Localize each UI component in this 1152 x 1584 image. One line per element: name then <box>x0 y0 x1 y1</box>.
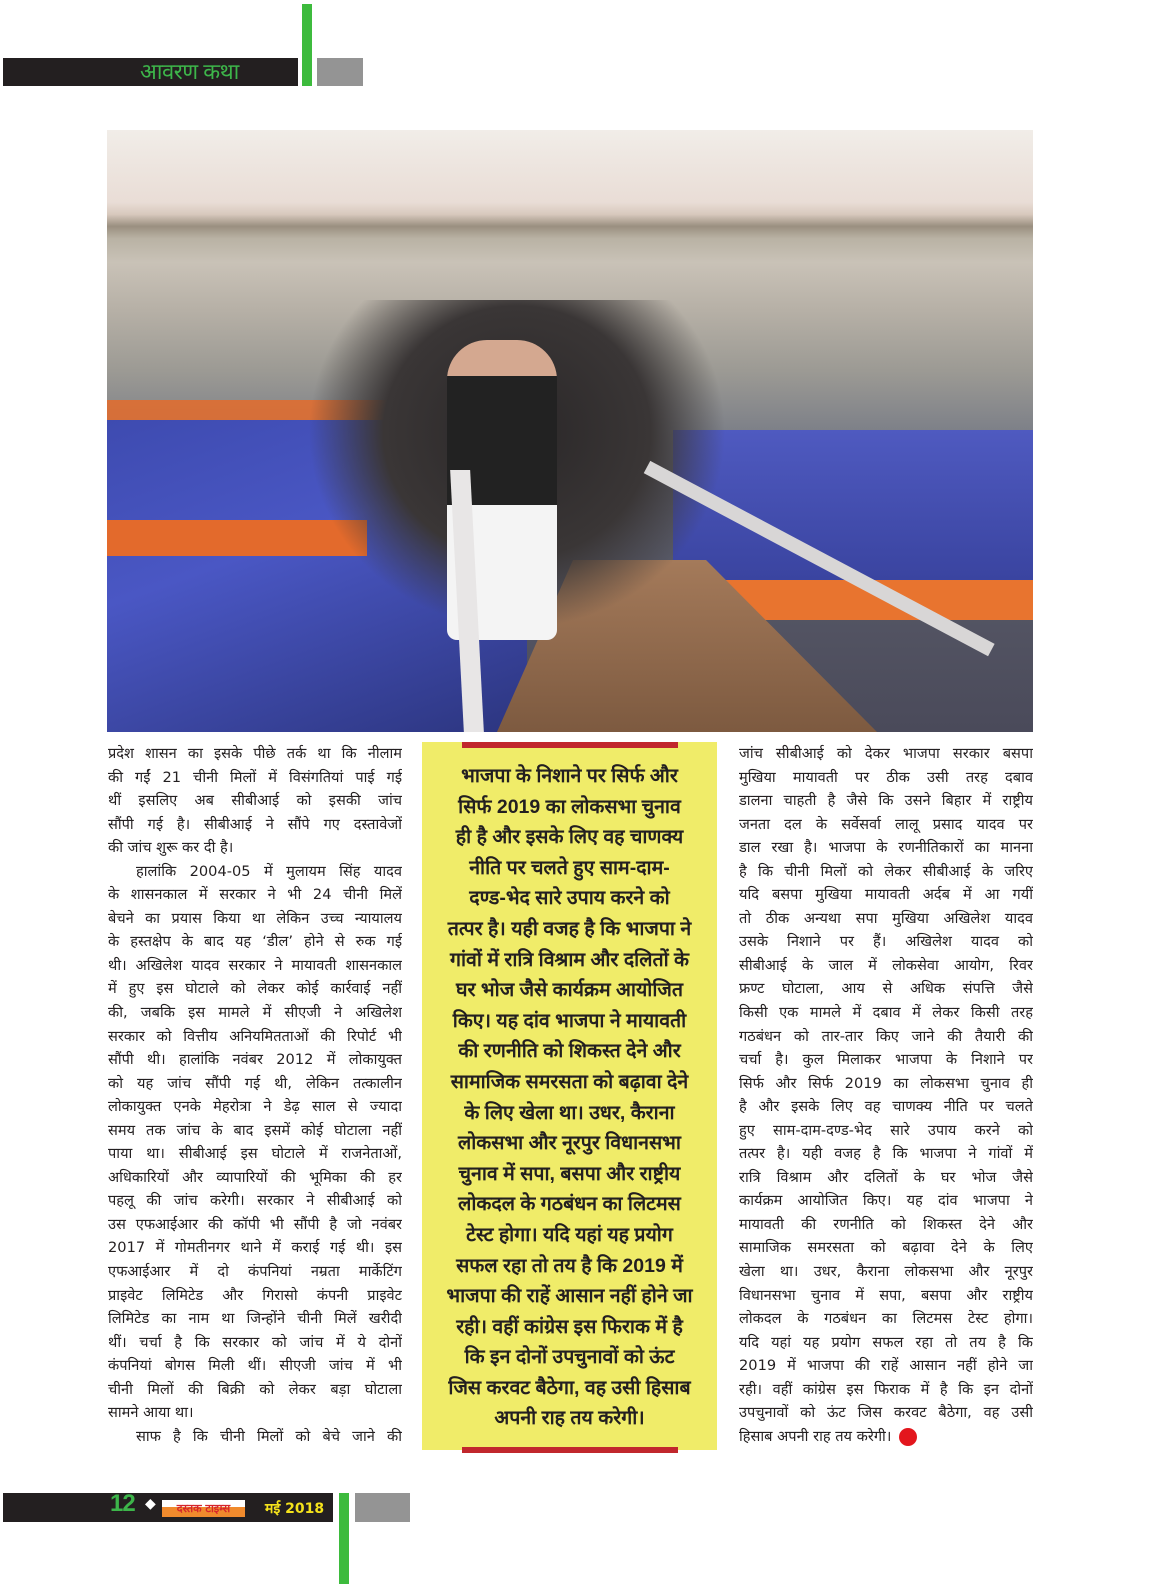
pull-quote-line: भाजपा की राहें आसान नहीं होने जा <box>446 1285 693 1308</box>
text-line-content: चीनी मिलों की बिक्री को लेकर बड़ा घोटाला <box>108 1380 402 1398</box>
text-line <box>108 742 402 766</box>
footer-gray-block <box>355 1493 410 1522</box>
pull-quote-line: ही है और इसके लिए वह चाणक्य <box>455 826 684 849</box>
text-line <box>739 907 1033 931</box>
text-line <box>108 1236 402 1260</box>
text-line <box>108 1072 402 1096</box>
text-line <box>739 930 1033 954</box>
pull-quote-line: के लिए खेला था। उधर, कैराना <box>464 1101 675 1124</box>
text-line <box>108 1119 402 1143</box>
text-line <box>108 1378 402 1402</box>
pull-quote-line: सिर्फ 2019 का लोकसभा चुनाव <box>458 795 681 818</box>
text-line-content: तो ठीक अन्यथा सपा मुखिया अखिलेश यादव <box>739 909 1033 927</box>
text-line <box>739 1142 1033 1166</box>
text-line-content: बेचने का प्रयास किया था लेकिन उच्च न्यायालय <box>108 909 402 927</box>
pull-quote-line: घर भोज जैसे कार्यक्रम आयोजित <box>456 979 683 1002</box>
text-line <box>739 883 1033 907</box>
text-line-content: अधिकारियों और व्यापारियों की भूमिका की हर <box>108 1168 402 1186</box>
text-line <box>739 1095 1033 1119</box>
pull-quote-line: रही। वहीं कांग्रेस इस फिराक में है <box>456 1315 683 1338</box>
text-line <box>739 1166 1033 1190</box>
text-line-content: जनता दल के सर्वेसर्वा लालू प्रसाद यादव पर <box>739 815 1033 833</box>
text-line <box>739 1072 1033 1096</box>
pull-quote-line: टेस्ट होगा। यदि यहां यह प्रयोग <box>466 1223 673 1246</box>
text-line-content: लोकदल के गठबंधन का लिटमस टेस्ट होगा। <box>739 1310 1033 1328</box>
text-line-content: की गईं 21 चीनी मिलों में विसंगतियां पाई गई <box>108 768 402 786</box>
text-line <box>108 1260 402 1284</box>
text-line-content: के शासनकाल में सरकार ने भी 24 चीनी मिलें <box>108 886 402 904</box>
text-line-content: उसके निशाने पर हैं। अखिलेश यादव को <box>739 933 1033 951</box>
text-line <box>108 836 402 860</box>
text-line-content: डालना चाहती है जैसे कि उसने बिहार में राष्ट्रीय <box>739 792 1033 810</box>
text-line-content: सामने आया था। <box>108 1404 194 1422</box>
text-line <box>108 1284 402 1308</box>
text-line-content: की, जबकि इस मामले में सीएजी ने अखिलेश <box>108 1004 402 1022</box>
pull-quote-line: दण्ड-भेद सारे उपाय करने को <box>469 887 670 910</box>
pull-quote-text <box>422 761 717 1434</box>
section-title: आवरण कथा <box>140 59 239 84</box>
text-line-content: किसी एक मामले में दबाव में लेकर किसी तरह <box>739 1004 1033 1022</box>
text-line <box>739 977 1033 1001</box>
text-line <box>739 860 1033 884</box>
pull-quote-bottom-rule <box>462 1447 678 1453</box>
text-line <box>108 930 402 954</box>
text-line-content: थी। अखिलेश यादव सरकार ने मायावती शासनकाल <box>108 956 402 974</box>
text-line-content: उस एफआईआर की कॉपी भी सौंपी है जो नवंबर <box>108 1215 402 1233</box>
text-line-content: डाल रखा है। भाजपा के रणनीतिकारों का मानना <box>739 839 1033 857</box>
text-line-content: खेला था। उधर, कैराना लोकसभा और नूरपुर <box>739 1263 1033 1281</box>
text-line-content: तत्पर है। यही वजह है कि भाजपा ने गांवों में <box>739 1145 1033 1163</box>
pull-quote-line: लोकसभा और नूरपुर विधानसभा <box>458 1132 681 1155</box>
header-gray-block <box>317 58 363 86</box>
header-accent-bar <box>302 4 312 86</box>
text-line <box>108 1307 402 1331</box>
text-line <box>739 1401 1033 1425</box>
pull-quote-line: जिस करवट बैठेगा, वह उसी हिसाब <box>448 1376 691 1399</box>
text-line <box>108 977 402 1001</box>
text-line-content: कंपनियां बोगस मिली थीं। सीएजी जांच में भी <box>108 1357 402 1375</box>
pull-quote-line: चुनाव में सपा, बसपा और राष्ट्रीय <box>458 1162 681 1185</box>
pull-quote-line: तत्पर है। यही वजह है कि भाजपा ने <box>447 917 692 940</box>
text-line <box>739 1001 1033 1025</box>
page-number: 12 <box>110 1490 135 1517</box>
text-line-content: सौंपी थी। हालांकि नवंबर 2012 में लोकायुक्त <box>108 1051 402 1069</box>
pull-quote-line: की रणनीति को शिकस्त देने और <box>458 1040 681 1063</box>
text-line-content: को यह जांच सौंपी गई थी, लेकिन तत्कालीन <box>108 1074 402 1092</box>
text-line <box>108 1213 402 1237</box>
text-line-content: मुखिया मायावती पर ठीक उसी तरह दबाव <box>739 768 1033 786</box>
article-photo <box>107 130 1033 732</box>
pull-quote-line: भाजपा के निशाने पर सिर्फ और <box>461 765 678 787</box>
text-line-content: सामाजिक समरसता को बढ़ावा देने के लिए <box>739 1239 1033 1257</box>
text-line <box>739 766 1033 790</box>
article-column-left <box>108 742 402 1448</box>
text-line <box>739 1048 1033 1072</box>
pull-quote-line: किए। यह दांव भाजपा ने मायावती <box>452 1009 687 1032</box>
text-line-content: यदि यहां यह प्रयोग सफल रहा तो तय है कि <box>739 1333 1033 1351</box>
text-line <box>108 1425 402 1449</box>
text-line <box>108 1189 402 1213</box>
text-line <box>739 1284 1033 1308</box>
text-line <box>108 1166 402 1190</box>
text-line <box>739 1189 1033 1213</box>
text-line-content: समय तक जांच के बाद इसमें कोई घोटाला नहीं <box>108 1121 402 1139</box>
text-line-content: साफ है कि चीनी मिलों को बेचे जाने की <box>136 1427 402 1445</box>
text-line-content: कार्यक्रम आयोजित किए। यह दांव भाजपा ने <box>739 1192 1033 1210</box>
text-line-content: थीं। चर्चा है कि सरकार को जांच में ये दोनों <box>108 1333 402 1351</box>
text-line-content: सरकार को वित्तीय अनियमितताओं की रिपोर्ट भी <box>108 1027 402 1045</box>
text-line <box>739 1331 1033 1355</box>
text-line-content: 2019 में भाजपा की राहें आसान नहीं होने जा <box>739 1357 1033 1375</box>
text-line-content: गठबंधन को तार-तार किए जाने की तैयारी की <box>739 1027 1033 1045</box>
text-line-content: सौंपी गई है। सीबीआई ने सौंपे गए दस्तावेजों <box>108 815 402 833</box>
text-line-content: सीबीआई के जाल में लोकसेवा आयोग, रिवर <box>739 956 1033 974</box>
text-line-content: प्राइवेट लिमिटेड और गिरासो कंपनी प्राइवेट <box>108 1286 402 1304</box>
text-line-content: पाया था। सीबीआई इस घोटाले में राजनेताओं, <box>108 1145 402 1163</box>
text-line <box>739 1378 1033 1402</box>
text-line <box>739 1260 1033 1284</box>
text-line <box>739 1213 1033 1237</box>
text-line <box>108 1354 402 1378</box>
text-line <box>108 883 402 907</box>
magazine-logo: दस्तक टाइम्स <box>162 1500 245 1517</box>
pull-quote-line: नीति पर चलते हुए साम-दाम- <box>469 856 670 879</box>
text-line-content: पहलू की जांच करेगी। सरकार ने सीबीआई को <box>108 1192 402 1210</box>
text-line <box>108 766 402 790</box>
pull-quote-line: लोकदल के गठबंधन का लिटमस <box>458 1193 681 1216</box>
text-line-content: है और इसके लिए वह चाणक्य नीति पर चलते <box>739 1098 1033 1116</box>
text-line-content: हिसाब अपनी राह तय करेगी। <box>739 1427 892 1445</box>
article-column-right <box>739 742 1033 1448</box>
text-line-content: के हस्तक्षेप के बाद यह ‘डील’ होने से रुक गई <box>108 933 402 951</box>
text-line-content: हुए साम-दाम-दण्ड-भेद सारे उपाय करने को <box>739 1121 1033 1139</box>
text-line-content: में हुए इस घोटाले को लेकर कोई कार्रवाई नहीं <box>108 980 402 998</box>
text-line <box>108 1331 402 1355</box>
pull-quote-line: गांवों में रात्रि विश्राम और दलितों के <box>449 948 690 971</box>
footer-separator: ◆ <box>145 1496 156 1512</box>
text-line-content: हालांकि 2004-05 में मुलायम सिंह यादव <box>136 862 402 880</box>
pull-quote-line: अपनी राह तय करेगी। <box>494 1407 645 1430</box>
text-line <box>739 1236 1033 1260</box>
text-line-content: उपचुनावों को ऊंट जिस करवट बैठेगा, वह उसी <box>739 1404 1033 1422</box>
text-line-content: लिमिटेड का नाम था जिन्होंने चीनी मिलें खरीदी <box>108 1310 402 1328</box>
pull-quote-top-rule <box>462 742 678 748</box>
text-line-content: प्रदेश शासन का इसके पीछे तर्क था कि नीलाम <box>108 745 402 762</box>
pull-quote-line: सफल रहा तो तय है कि 2019 में <box>456 1254 683 1277</box>
text-line-content: सिर्फ और सिर्फ 2019 का लोकसभा चुनाव ही <box>739 1074 1033 1092</box>
text-line-content: यदि बसपा मुखिया मायावती अर्दब में आ गयीं <box>739 886 1033 904</box>
pull-quote-line: सामाजिक समरसता को बढ़ावा देने <box>450 1070 689 1093</box>
text-line-content: फ्रण्ट घोटाला, आय से अधिक संपत्ति जैसे <box>739 980 1033 998</box>
text-line <box>739 1425 1033 1449</box>
text-line <box>108 907 402 931</box>
text-line <box>108 1142 402 1166</box>
text-line <box>108 789 402 813</box>
text-line <box>739 813 1033 837</box>
text-line <box>108 1001 402 1025</box>
text-line <box>739 742 1033 766</box>
text-line-content: लोकायुक्त एनके मेहरोत्रा ने डेढ़ साल से ज्यादा <box>108 1098 402 1116</box>
text-line <box>108 1025 402 1049</box>
text-line-content: की जांच शुरू कर दी है। <box>108 839 234 857</box>
text-line <box>739 1307 1033 1331</box>
text-line-content: विधानसभा चुनाव में सपा, बसपा और राष्ट्रीय <box>739 1286 1033 1304</box>
text-line <box>108 1095 402 1119</box>
text-line-content: रही। वहीं कांग्रेस इस फिराक में है कि इन दोनों <box>739 1380 1033 1398</box>
text-line-content: मायावती की रणनीति को शिकस्त देने और <box>739 1215 1033 1233</box>
text-line <box>108 1048 402 1072</box>
issue-date: मई 2018 <box>265 1501 325 1517</box>
text-line-content: रात्रि विश्राम और दलितों के घर भोज जैसे <box>739 1168 1033 1186</box>
text-line <box>108 813 402 837</box>
text-line <box>739 954 1033 978</box>
text-line-content: 2017 में गोमतीनगर थाने में कराई गई थी। इस <box>108 1239 402 1257</box>
text-line <box>739 836 1033 860</box>
text-line-content: थीं इसलिए अब सीबीआई को इसकी जांच <box>108 792 402 810</box>
text-line <box>739 1025 1033 1049</box>
footer-accent-bar <box>339 1493 349 1584</box>
pull-quote-line: कि इन दोनों उपचुनावों को ऊंट <box>464 1346 675 1369</box>
text-line-content: जांच सीबीआई को देकर भाजपा सरकार बसपा <box>739 745 1033 762</box>
text-line <box>739 1354 1033 1378</box>
text-line <box>108 1401 402 1425</box>
text-line-content: है कि चीनी मिलों को लेकर सीबीआई के जरिए <box>739 862 1033 880</box>
end-mark-icon <box>899 1428 917 1446</box>
text-line <box>739 789 1033 813</box>
text-line-content: एफआईआर में दो कंपनियां नम्रता मार्केटिंग <box>108 1263 402 1281</box>
text-line <box>108 954 402 978</box>
text-line-content: चर्चा है। कुल मिलाकर भाजपा के निशाने पर <box>739 1051 1033 1069</box>
text-line <box>739 1119 1033 1143</box>
text-line <box>108 860 402 884</box>
